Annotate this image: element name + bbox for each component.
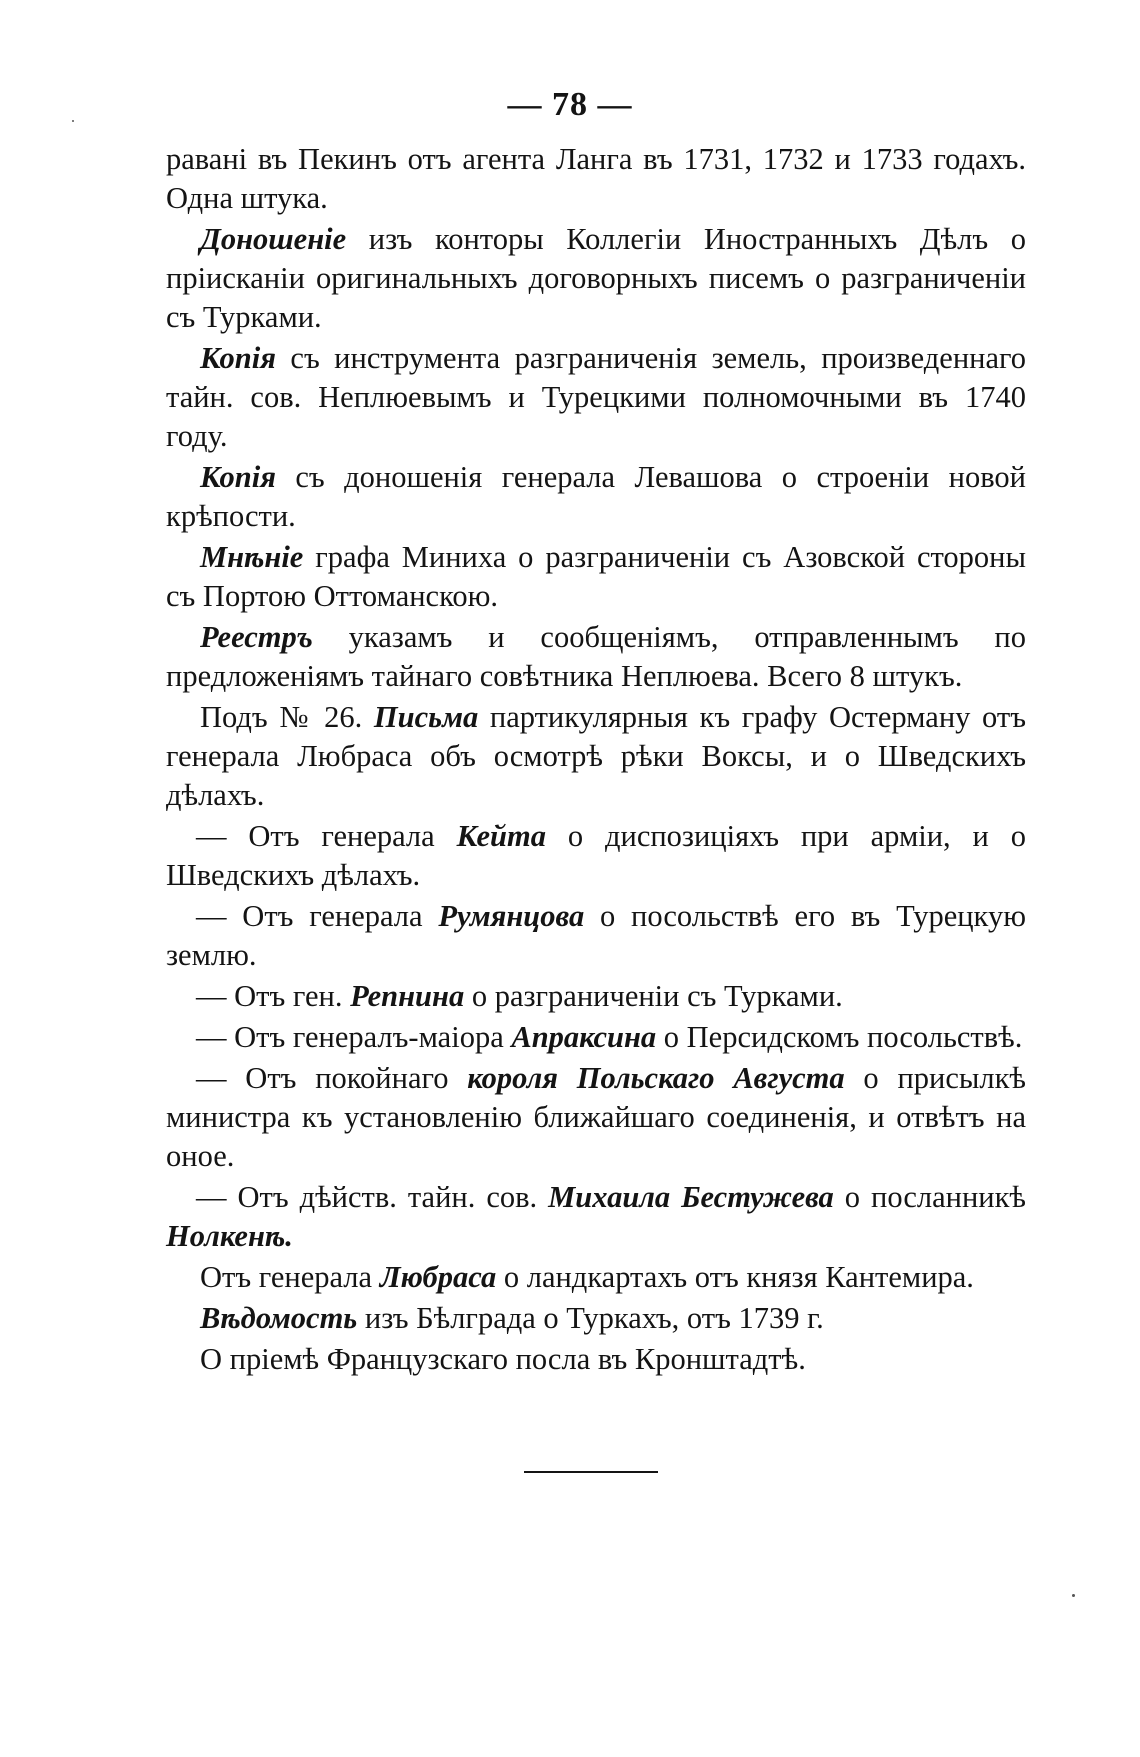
entry-text: изъ Бѣлграда о Туркахъ, отъ 1739 г. — [357, 1301, 824, 1335]
entry-4 — [166, 538, 1026, 616]
entry-text: о присылкѣ министра къ установленію ближайшаго соединенія, и отвѣтъ на оное. — [166, 1061, 1026, 1173]
entry-lead: Михаила Бестужева — [548, 1180, 834, 1214]
entry-text: равані въ Пекинъ отъ агента Ланга въ 1731, 1732 и 1733 годахъ. Одна штука. — [166, 142, 1026, 215]
entry-0 — [166, 140, 1026, 218]
entry-prefix: — Отъ генерала — [196, 899, 439, 933]
entry-lead: Апраксина — [511, 1020, 657, 1054]
entry-lead: Любраса — [379, 1260, 497, 1294]
entry-text: указамъ и сообщеніямъ, отправленнымъ по предложеніямъ тайнаго совѣтника Неплюева. Всего 8 штукъ. — [166, 620, 1026, 693]
entry-text: партикулярныя къ графу Остерману отъ генерала Любраса объ осмотрѣ рѣки Воксы, и о Шведскихъ дѣлахъ. — [166, 700, 1026, 812]
entry-text: съ инструмента разграниченія земель, произведеннаго тайн. сов. Неплюевымъ и Турецкими полномочными въ 1740 году. — [166, 341, 1026, 453]
entry-prefix: Подъ № 26. — [200, 700, 374, 734]
entry-11 — [166, 1059, 1026, 1176]
entry-lead: Письма — [373, 700, 479, 734]
entry-text: о посланникѣ — [833, 1180, 1026, 1214]
closing-rule — [524, 1471, 658, 1473]
entry-text: о Персидскомъ посольствѣ. — [656, 1020, 1023, 1054]
entry-6 — [166, 698, 1026, 815]
entry-prefix: — Отъ покойнаго — [196, 1061, 468, 1095]
entry-text: о посольствѣ его въ Турецкую землю. — [166, 899, 1026, 972]
page-number: — 78 — — [507, 86, 633, 123]
entry-text: О пріемѣ Французскаго посла въ Кронштадтѣ. — [200, 1342, 806, 1376]
entry-prefix: — Отъ ген. — [196, 979, 351, 1013]
page-body — [166, 140, 1026, 1381]
print-speck — [72, 120, 74, 122]
entry-text: изъ конторы Коллегіи Иностранныхъ Дѣлъ о пріисканіи оригинальныхъ договорныхъ писемъ о разграниченіи съ Турками. — [166, 222, 1026, 334]
entry-9 — [166, 977, 1026, 1016]
entry-prefix: Отъ генерала — [200, 1260, 380, 1294]
entry-14 — [166, 1299, 1026, 1338]
entry-7 — [166, 817, 1026, 895]
entry-lead: Реестръ — [200, 620, 313, 654]
entry-lead: Репнина — [350, 979, 465, 1013]
entry-3 — [166, 458, 1026, 536]
entry-lead: Кейта — [456, 819, 546, 853]
entry-lead: Вѣдомость — [200, 1301, 358, 1335]
entry-lead: Доношеніе — [200, 222, 347, 256]
print-speck — [1072, 1594, 1075, 1597]
entry-lead: Копія — [200, 460, 276, 494]
entry-13 — [166, 1258, 1026, 1297]
entry-lead: Румянцова — [438, 899, 585, 933]
entry-8 — [166, 897, 1026, 975]
entry-2 — [166, 339, 1026, 456]
entry-prefix: — Отъ генералъ-маіора — [196, 1020, 512, 1054]
entry-tail: Нолкенѣ. — [166, 1219, 293, 1253]
entry-text: о ландкартахъ отъ князя Кантемира. — [496, 1260, 974, 1294]
entry-lead: короля Польскаго Августа — [467, 1061, 845, 1095]
entry-text: о диспозиціяхъ при арміи, и о Шведскихъ дѣлахъ. — [166, 819, 1026, 892]
entry-5 — [166, 618, 1026, 696]
entry-prefix: — Отъ генерала — [196, 819, 457, 853]
entry-text: съ доношенія генерала Левашова о строеніи новой крѣпости. — [166, 460, 1026, 533]
entry-text: о разграниченіи съ Турками. — [464, 979, 843, 1013]
entry-prefix: — Отъ дѣйств. тайн. сов. — [196, 1180, 549, 1214]
entry-lead: Мнѣніе — [200, 540, 304, 574]
entry-lead: Копія — [200, 341, 276, 375]
entry-text: графа Миниха о разграниченіи съ Азовской стороны съ Портою Оттоманскою. — [166, 540, 1026, 613]
entry-15 — [166, 1340, 1026, 1379]
entry-10 — [166, 1018, 1026, 1057]
entry-1 — [166, 220, 1026, 337]
entry-12 — [166, 1178, 1026, 1256]
